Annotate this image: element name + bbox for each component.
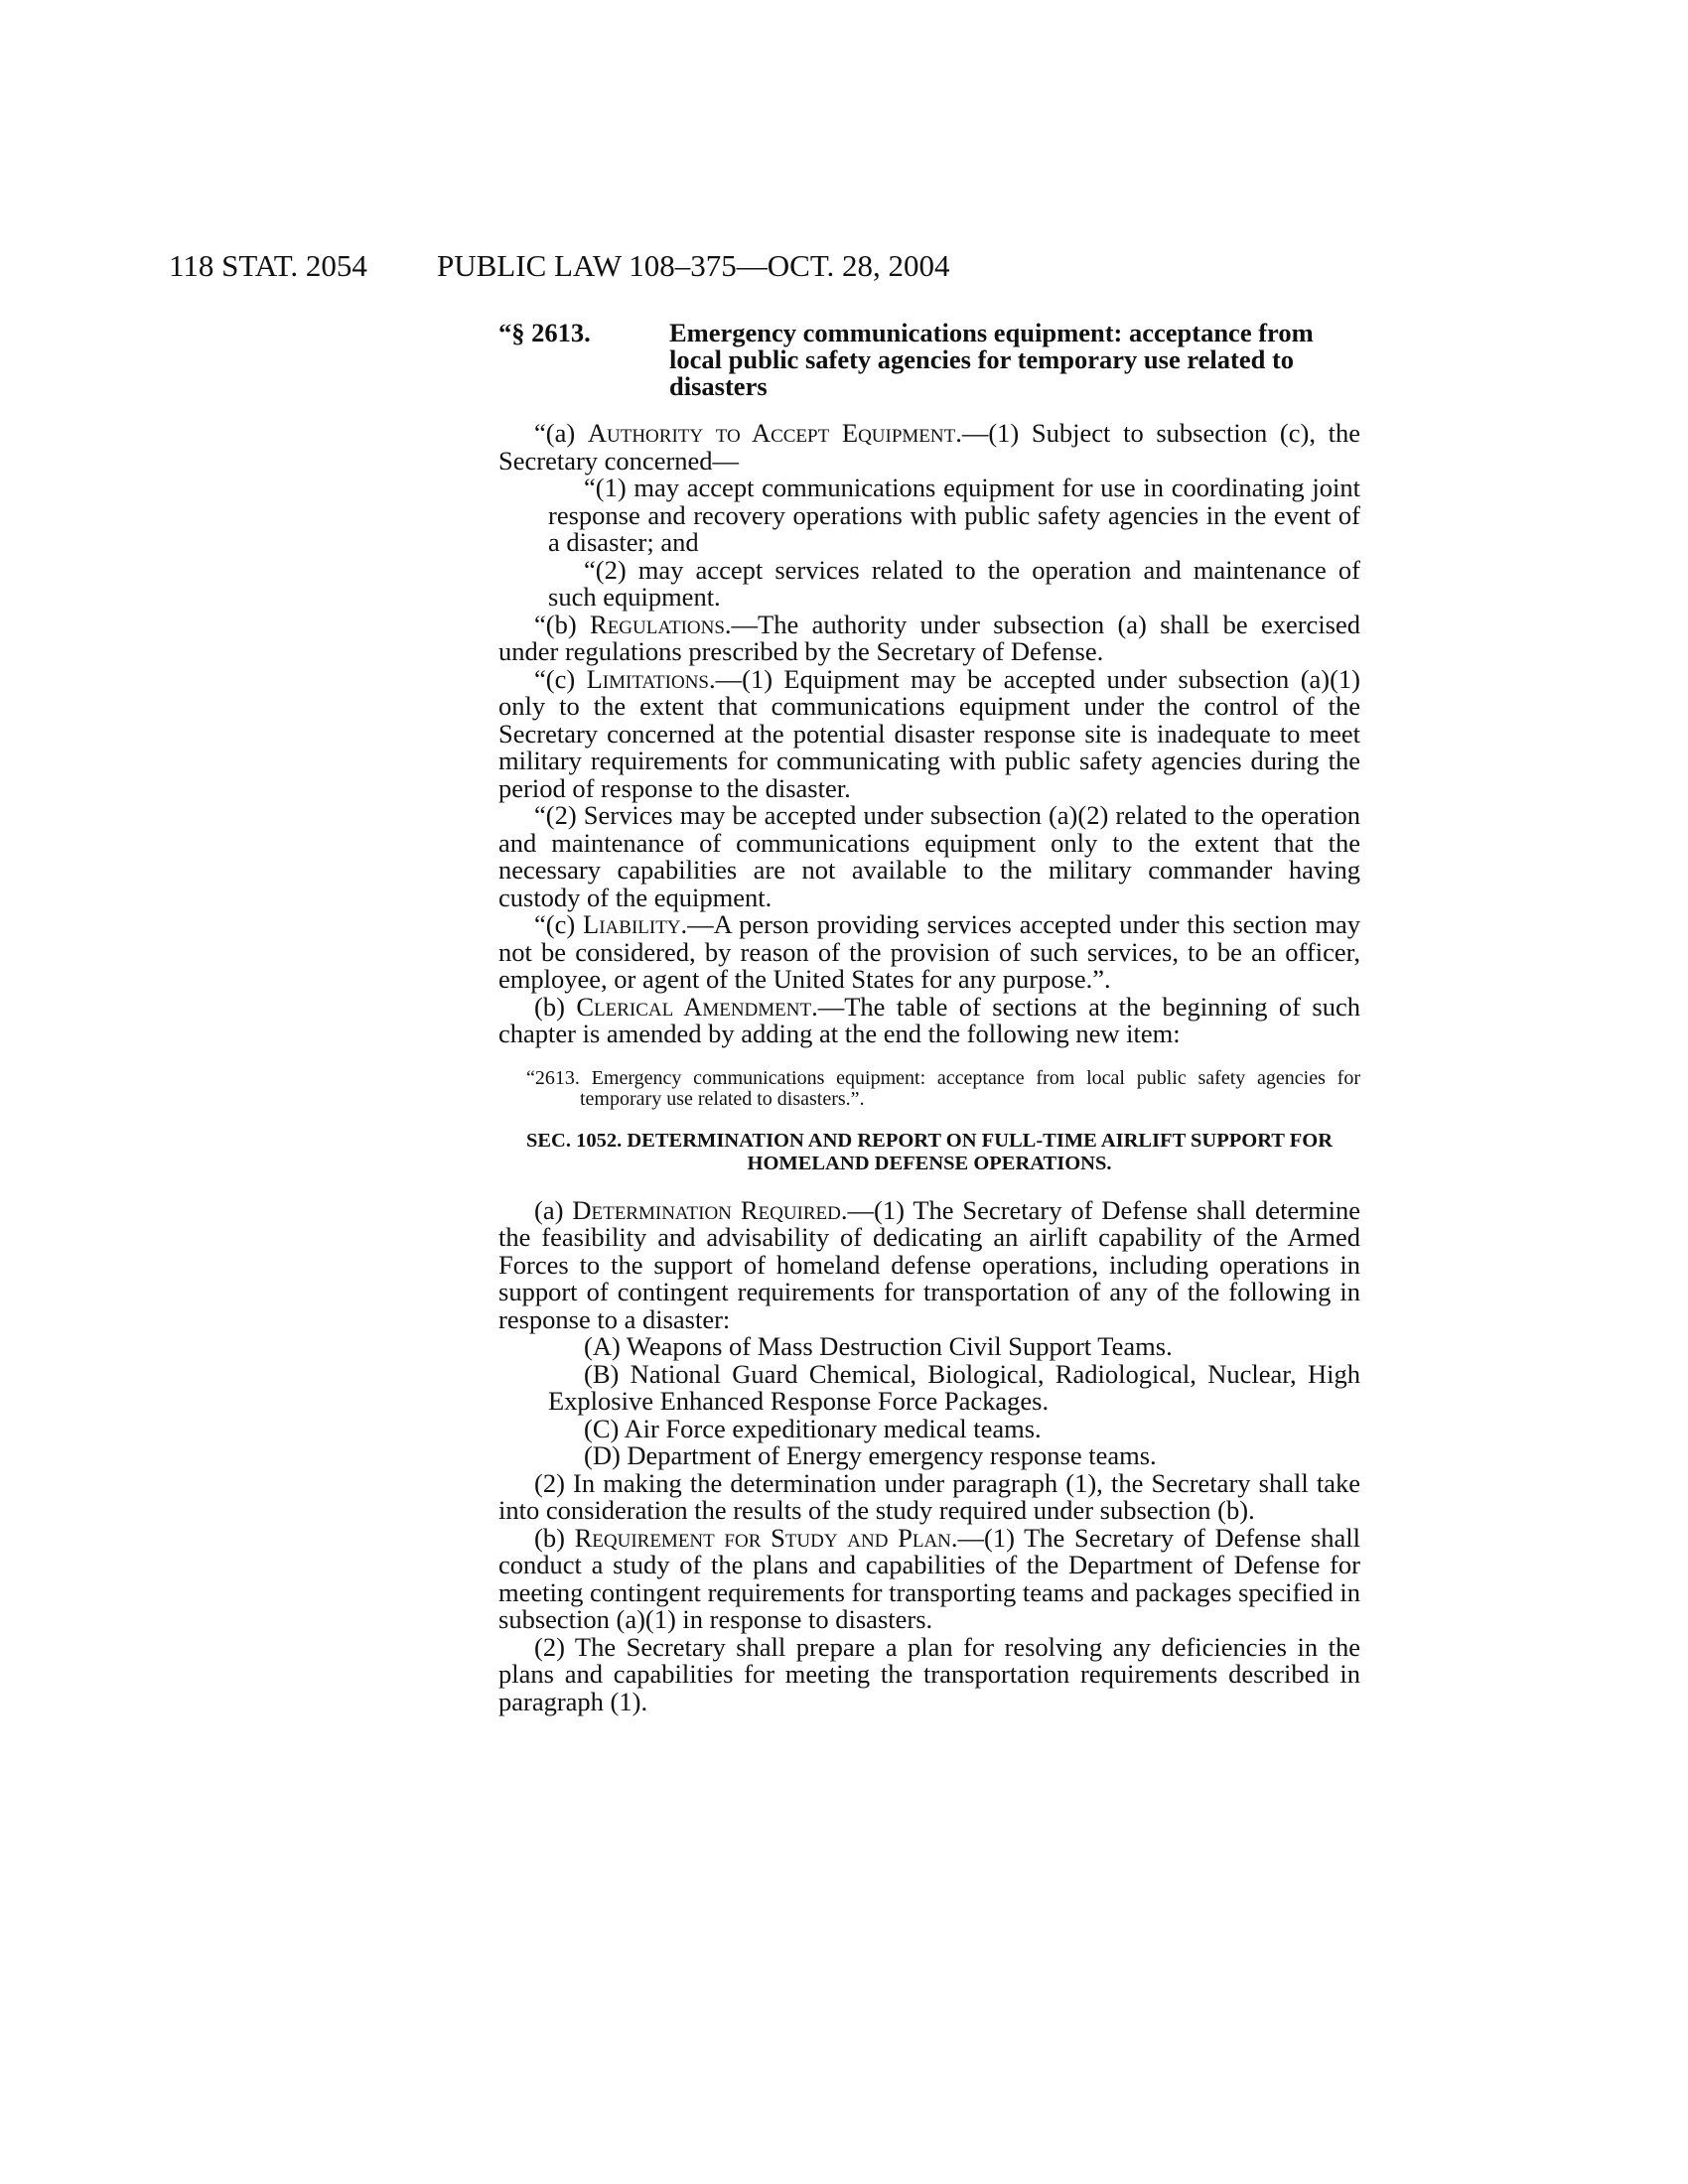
subsection-text: —The authority under subsection (a) shall be exercised under regulations prescribed by the Secretary of Defense. bbox=[498, 609, 1361, 666]
paragraph-c2: “(2) Services may be accepted under subsection (a)(2) related to the operation and maintenance of communications equipment only to the extent that the necessary capabilities are not available to the military commander having custody of the equipment. bbox=[498, 800, 1360, 912]
subsection-label: “(c) bbox=[534, 909, 576, 939]
stat-citation: 118 STAT. 2054 bbox=[169, 248, 367, 283]
subsection-label: (b) bbox=[534, 991, 565, 1022]
subsection-text: —A person providing services accepted under this section may not be considered, by reason of the provision of such services, to be an officer, employee, or agent of the United States for any purpose.”. bbox=[498, 909, 1361, 994]
subsection-text: —(1) Equipment may be accepted under subsection (a)(1) only to the extent that communications equipment under the control of the Secretary concerned at the potential disaster response site is inadequate to meet military requirements for communicating with public safety agencies during the period of response to the disaster. bbox=[498, 663, 1360, 803]
subsection-c-limitations bbox=[498, 663, 1360, 803]
list-item: (B) National Guard Chemical, Biological, Radiological, Nuclear, High Explosive Enhanced Response Force Packages. bbox=[548, 1358, 1360, 1416]
subsection-liability bbox=[498, 911, 1360, 994]
table-of-sections-item: “2613. Emergency communications equipment: acceptance from local public safety agencies for temporary use related to disasters.”. bbox=[526, 1066, 1360, 1110]
body-text bbox=[498, 320, 1360, 1715]
subsection-caption: Determination Required. bbox=[572, 1194, 848, 1225]
subsection-text: —(1) The Secretary of Defense shall conduct a study of the plans and capabilities of the Department of Defense for meeting contingent requirements for transporting teams and packages specified in subsection (a)(1) in response to disasters. bbox=[498, 1522, 1361, 1634]
section-2613-heading-text: Emergency communications equipment: acceptance from local public safety agencies for temporary use related to disasters bbox=[669, 318, 1314, 401]
paragraph-a1: “(1) may accept communications equipment for use in coordinating joint response and recovery operations with public safety agencies in the event of a disaster; and bbox=[548, 473, 1360, 557]
subsection-caption: Requirement for Study and Plan. bbox=[574, 1522, 958, 1553]
subsection-b-regulations bbox=[498, 609, 1361, 666]
subsection-label: (a) bbox=[534, 1194, 564, 1225]
page-header bbox=[169, 248, 1331, 288]
subsection-label: “(c) bbox=[534, 663, 576, 694]
subsection-label: “(b) bbox=[534, 609, 577, 639]
subsection-caption: Regulations. bbox=[590, 609, 732, 639]
list-item: (C) Air Force expeditionary medical teams. bbox=[584, 1413, 1042, 1443]
subsection-b-study bbox=[498, 1522, 1361, 1634]
section-2613-number: “§ 2613. bbox=[498, 318, 591, 347]
list-item: (A) Weapons of Mass Destruction Civil Support Teams. bbox=[584, 1331, 1173, 1361]
subsection-caption: Clerical Amendment. bbox=[576, 991, 818, 1022]
section-2613-heading bbox=[498, 320, 1360, 400]
section-1052-title: SEC. 1052. DETERMINATION AND REPORT ON FULL-TIME AIRLIFT SUPPORT FOR HOMELAND DEFENSE OPERATIONS. bbox=[525, 1129, 1334, 1174]
subsection-caption: Liability. bbox=[583, 909, 688, 939]
subsection-caption: Authority to Accept Equipment. bbox=[587, 418, 962, 448]
clerical-amendment bbox=[498, 991, 1360, 1048]
subsection-label: (b) bbox=[534, 1522, 565, 1553]
subsection-text: —(1) The Secretary of Defense shall determine the feasibility and advisability of dedicating an airlift capability of the Armed Forces to the support of homeland defense operations, including operations in support of contingent requirements for transportation of any of the following in response to a disaster: bbox=[498, 1194, 1361, 1334]
paragraph-a2-determination: (2) In making the determination under paragraph (1), the Secretary shall take into consideration the results of the study required under subsection (b). bbox=[498, 1467, 1360, 1525]
subsection-caption: Limitations. bbox=[586, 663, 716, 694]
subsection-a-authority bbox=[498, 420, 1360, 475]
subsection-text: —The table of sections at the beginning of such chapter is amended by adding at the end the following new item: bbox=[498, 991, 1360, 1048]
paragraph-b2-plan: (2) The Secretary shall prepare a plan for resolving any deficiencies in the plans and capabilities for meeting the transportation requirements described in paragraph (1). bbox=[498, 1631, 1360, 1716]
subsection-text: —(1) Subject to subsection (c), the Secretary concerned— bbox=[498, 418, 1360, 476]
subsection-a-determination bbox=[498, 1194, 1361, 1334]
public-law-citation: PUBLIC LAW 108–375—OCT. 28, 2004 bbox=[437, 248, 950, 283]
list-item: (D) Department of Energy emergency response teams. bbox=[584, 1440, 1157, 1470]
paragraph-a2: “(2) may accept services related to the operation and maintenance of such equipment. bbox=[548, 554, 1360, 612]
subsection-label: “(a) bbox=[534, 418, 576, 448]
